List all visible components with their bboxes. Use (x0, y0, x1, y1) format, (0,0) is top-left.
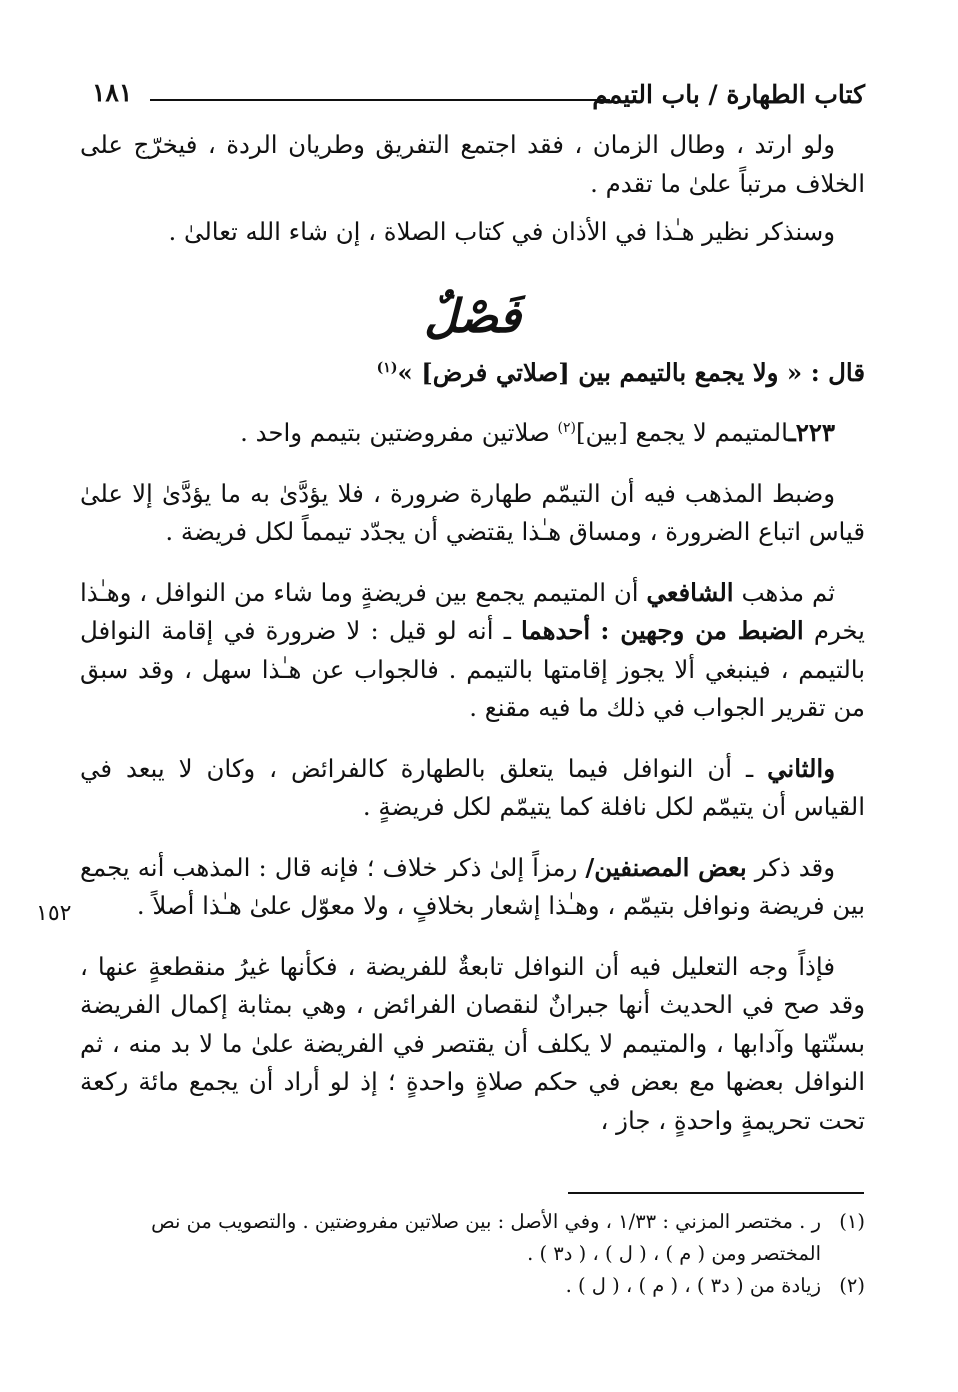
header-rule (150, 99, 610, 101)
item-number: ٢٢٣ـ (788, 418, 835, 447)
p4-text-3: ـ أنه لو قيل : لا ضرورة في إقامة النوافل بالتيمم ، فينبغي ألا يجوز إقامتها بالتيمم . فالجواب عن هـٰذا سهل ، وقد سبق من تقرير الجواب في ذلك ما فيه مقنع . (80, 616, 865, 722)
margin-folio-number: ١٥٢ (36, 901, 72, 926)
footnote-text: ر . مختصر المزني : ١/٣٣ ، وفي الأصل : بين صلاتين مفروضتين . والتصويب من نص المختصر ومن ( م ) ، ( ل ) ، ( د٣ ) . (151, 1210, 821, 1265)
footnote-number: (١) (839, 1210, 865, 1233)
footnote-1 (80, 1206, 865, 1270)
p5-text-1: ـ أن النوافل فيما يتعلق بالطهارة كالفرائض ، وكان لا يبعد في القياس أن يتيمّم لكل نافلة كما يتيمّم لكل فريضةٍ . (80, 753, 865, 821)
section-title: فَصْلٌ (424, 288, 521, 343)
body-text (80, 126, 865, 1162)
p4-text-2: أن المتيمم يجمع بين فريضةٍ وما شاء من النوافل ، وهـٰذا يخرم (80, 577, 865, 645)
item-223-text-b: صلاتين مفروضتين بتيمم واحد . (240, 418, 550, 447)
p4-shafii: الشافعي (646, 577, 734, 607)
p6-text-1: وقد ذكر (754, 852, 835, 882)
footnotes (80, 1206, 865, 1302)
footnote-rule (568, 1192, 864, 1194)
item-223-text-a: المتيمم لا يجمع [بين] (575, 418, 789, 447)
p4-text-1: ثم مذهب (741, 577, 835, 607)
footnote-text: زيادة من ( د٣ ) ، ( م ) ، ( ل ) . (565, 1274, 821, 1297)
qala-line (80, 354, 865, 393)
footnote-number: (٢) (839, 1274, 865, 1297)
item-223 (80, 414, 865, 453)
qala-label: قال : (810, 357, 865, 387)
paragraph-3: وضبط المذهب فيه أن التيمّم طهارة ضرورة ، فلا يؤدَّىٰ به ما يؤدَّىٰ إلا علىٰ قياس اتباع الضرورة ، ومساق هـٰذا يقتضي أن يجدّد تيمماً لكل فريضة . (80, 478, 865, 546)
running-title: كتاب الطهارة / باب التيمم (592, 80, 865, 109)
p5-thani: والثاني (767, 753, 835, 783)
p6-musannifin: بعض المصنفين/ (585, 852, 747, 882)
footnote-2 (80, 1270, 865, 1302)
footnote-ref-2[interactable]: (٢) (557, 419, 576, 436)
footnote-ref-1[interactable]: (١) (376, 359, 398, 376)
page-header (92, 74, 865, 114)
paragraph-2: وسنذكر نظير هـٰذا في الأذان في كتاب الصلاة ، إن شاء الله تعالىٰ . (168, 217, 835, 246)
p4-wajhayn: الضبط من وجهين : (600, 616, 804, 645)
p6-text-2: رمزاً إلىٰ ذكر خلاف ؛ فإنه قال : المذهب أنه يجمع بين فريضة ونوافل بتيمّم ، وهـٰذا إشعار بخلافٍ ، ولا معوّل علىٰ هـٰذا أصلاً . (80, 852, 865, 920)
paragraph-5 (80, 750, 865, 827)
paragraph-7: فإذاً وجه التعليل فيه أن النوافل تابعةٌ للفريضة ، فكأنها غيرُ منقطعةٍ عنها ، وقد صح في الحديث أنها جبرانٌ لنقصان الفرائض ، وهي بمثابة إكمال الفريضة بسنّتها وآدابها ، والمتيمم لا يكلف أن يقتصر في الفريضة علىٰ ما لا بد منه ، ثم النوافل بعضها مع بعض في حكم صلاةٍ واحدةٍ ؛ إذ لو أراد أن يجمع مائة ركعة تحت تحريمةٍ واحدةٍ ، جاز ، (80, 951, 865, 1135)
page-number: ١٨١ (92, 78, 133, 107)
paragraph-6 (80, 849, 865, 926)
paragraph-4 (80, 574, 865, 728)
paragraph-1: ولو ارتد ، وطال الزمان ، فقد اجتمع التفريق وطريان الردة ، فيخرّج على الخلاف مرتباً علىٰ ما تقدم . (80, 130, 865, 198)
p4-ahaduhuma: أحدهما (521, 616, 591, 645)
qala-quote: « ولا يجمع بالتيمم بين [صلاتي فرض] » (397, 357, 803, 387)
